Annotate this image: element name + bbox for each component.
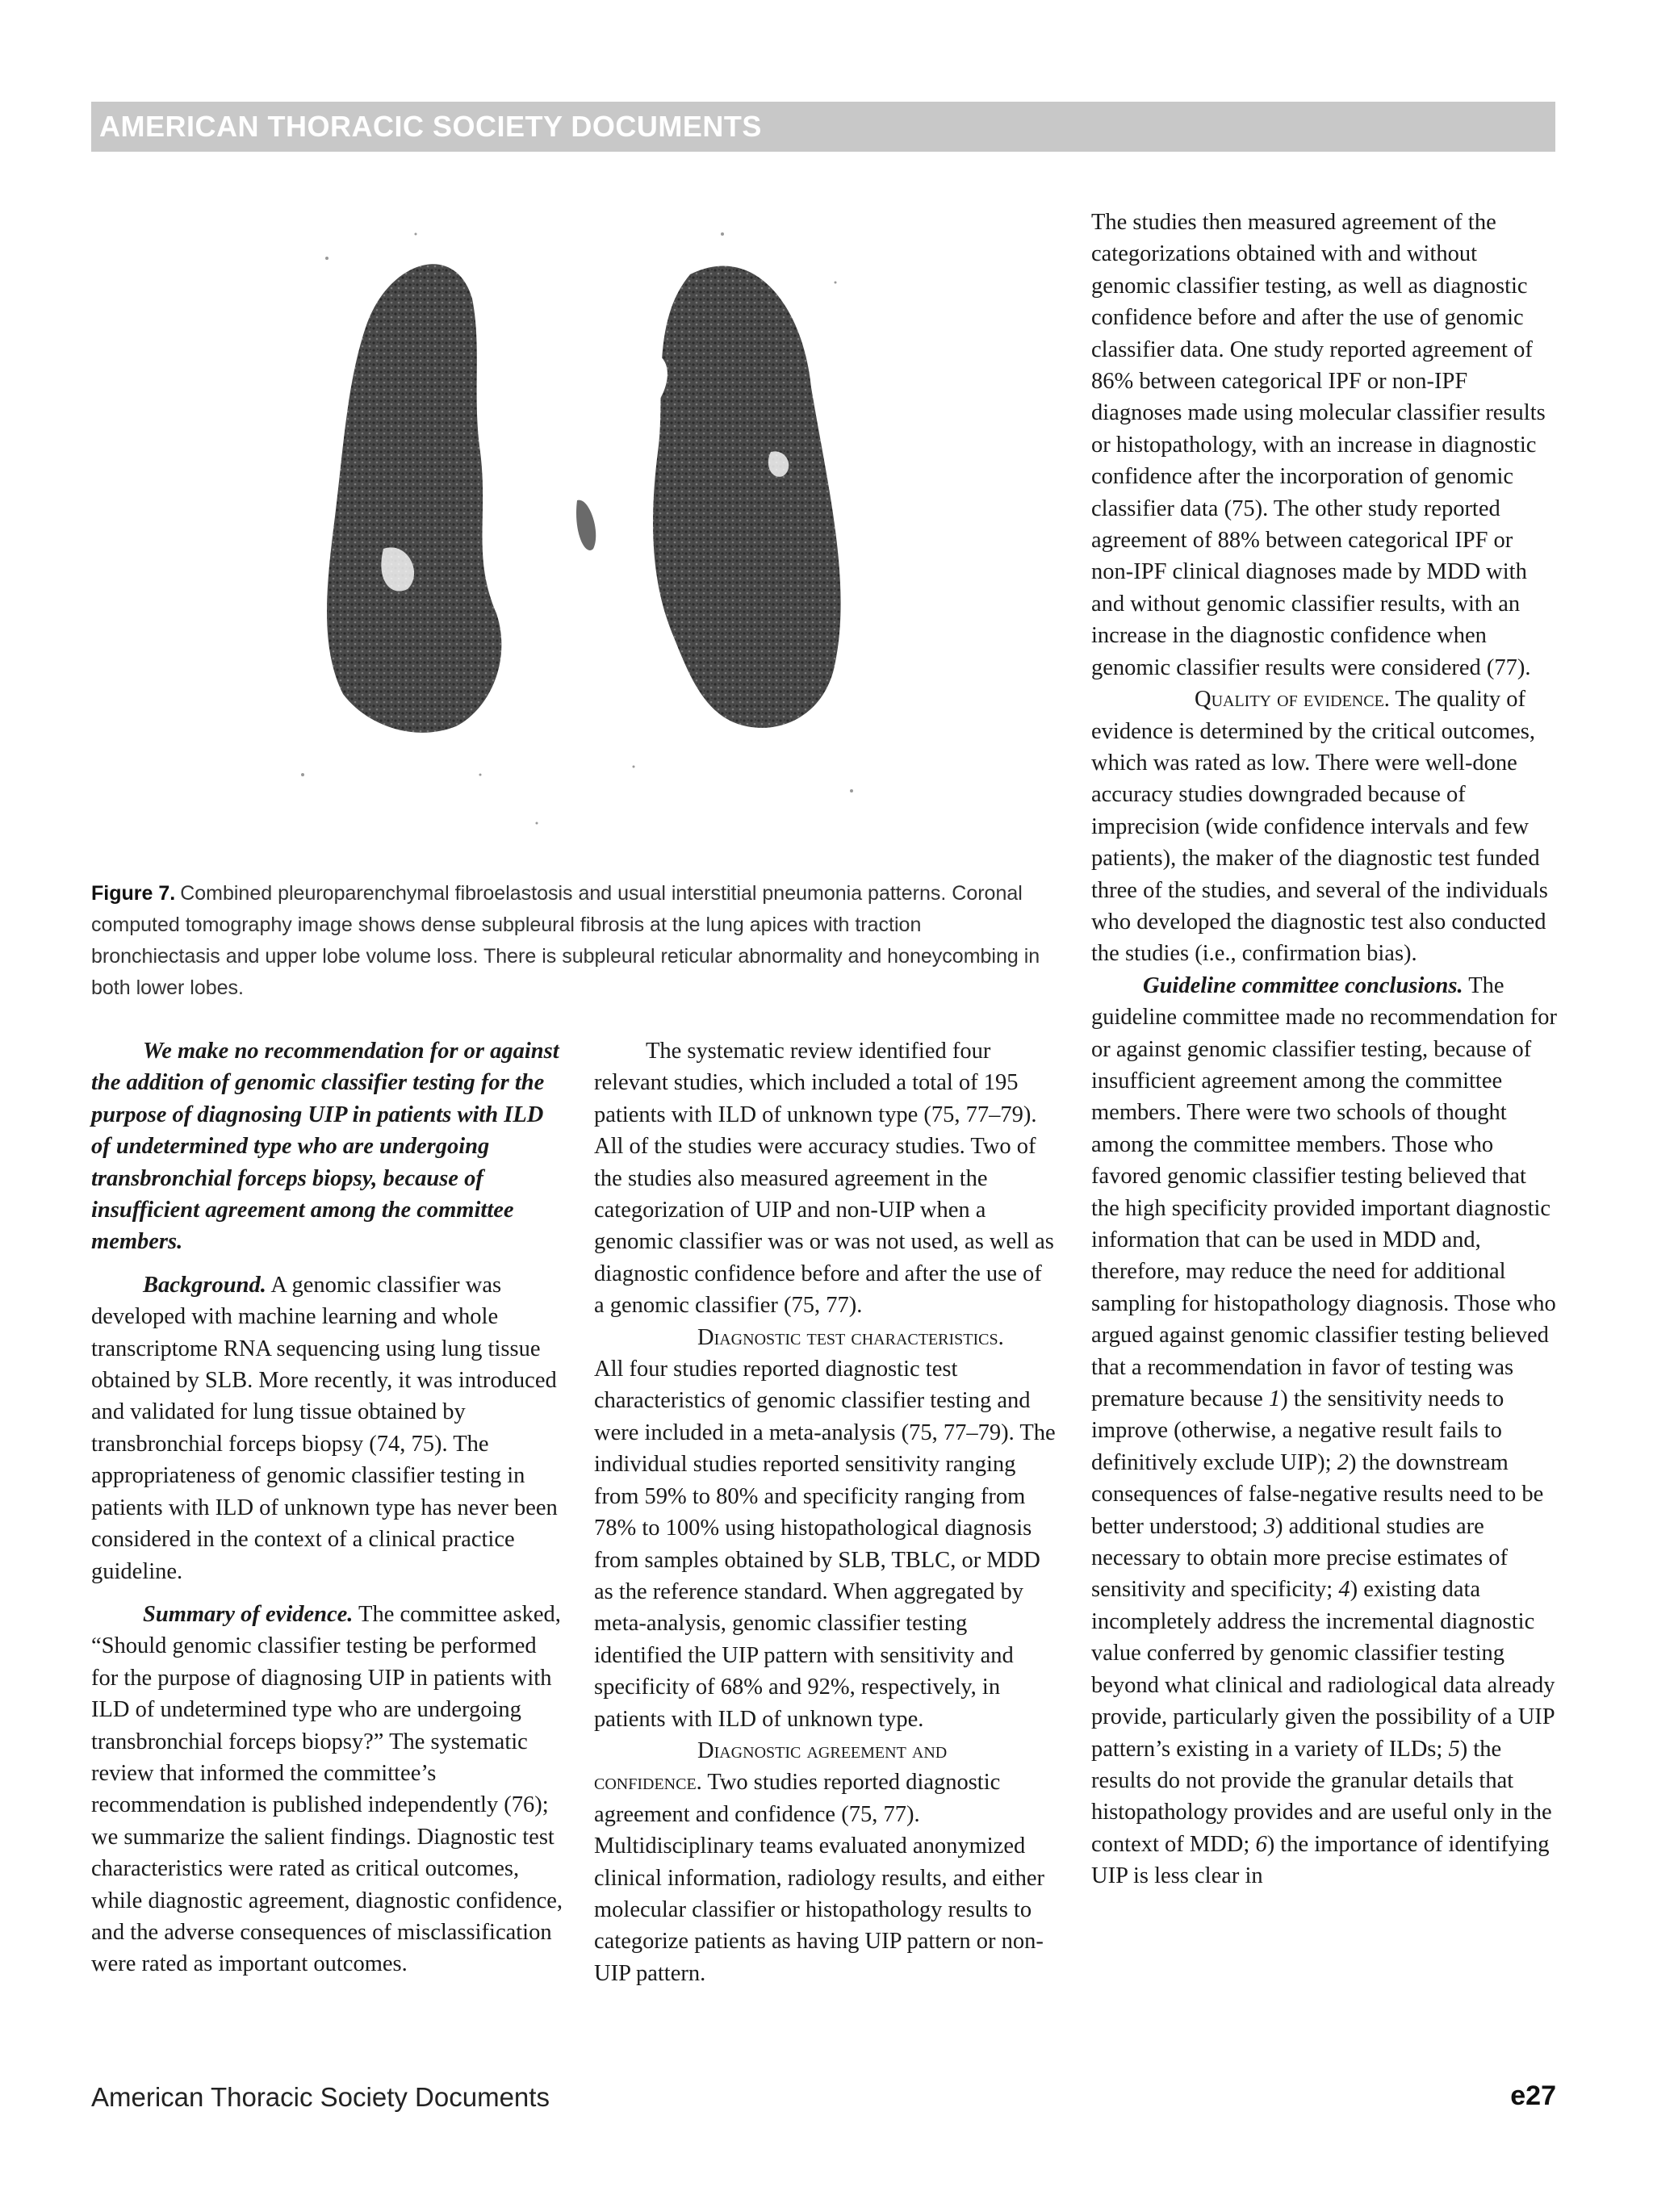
figure-caption <box>91 878 1044 1004</box>
quality-of-evidence-paragraph <box>1091 684 1558 970</box>
summary-paragraph <box>91 1599 567 1980</box>
conclusions-text-7: ) the importance of identifying UIP is less clear in <box>1091 1831 1550 1889</box>
studies-agreement-paragraph: The studies then measured agreement of the categorizations obtained with and without genomic classifier testing, as well as diagnostic confidence before and after the use of genomic classifier data. One study reported agreement of 86% between categorical IPF or non-IPF diagnoses made using molecular classifier results or histopathology, with an increase in diagnostic confidence after the incorporation of genomic classifier data (75). The other study reported agreement of 88% between categorical IPF or non-IPF clinical diagnoses made by MDD with and without genomic classifier results, with an increase in the diagnostic confidence when genomic classifier results were considered (77). <box>1091 210 1546 680</box>
conclusions-text-2: ) the sensitivity needs to improve (otherwise, a negative result fails to definitively exclude UIP); <box>1091 1386 1504 1475</box>
conclusions-text-6: ) the results do not provide the granular details that histopathology provides and are useful only in the context of MDD; <box>1091 1736 1552 1857</box>
background-paragraph <box>91 1269 567 1587</box>
conclusions-text-1: The guideline committee made no recommendation for or against genomic classifier testing, because of insufficient agreement among the committee members. There were two schools of thought among the committee members. Those who favored genomic classifier testing believed that the high specificity provided important diagnostic information that can be used in MDD and, therefore, may reduce the need for additional sampling for histopathology diagnosis. Those who argued against genomic classifier testing believed that a recommendation in favor of testing was premature because <box>1091 972 1557 1412</box>
list-number-4: 4 <box>1338 1577 1350 1603</box>
figure-label: Figure 7. <box>91 882 176 905</box>
recommendation-statement: We make no recommendation for or against the addition of genomic classifier testing for the purpose of diagnosing UIP in patients with ILD of undetermined type who are undergoing transbronchial forceps biopsy, because of insufficient agreement among the committee members. <box>91 1039 559 1255</box>
list-number-3: 3 <box>1263 1513 1275 1539</box>
section-header: AMERICAN THORACIC SOCIETY DOCUMENTS <box>91 102 1555 152</box>
summary-text: The committee asked, “Should genomic classifier testing be performed for the purpose of diagnosing UIP in patients with ILD of undetermined type who are undergoing transbronchial forceps biopsy?” The systematic review that informed the committee’s recommendation is published independently (76); we summarize the salient findings. Diagnostic test characteristics were rated as critical outcomes, while diagnostic agreement, diagnostic confidence, and the adverse consequences of misclassification were rated as important outcomes. <box>91 1601 563 1977</box>
column-3 <box>1091 207 1558 1892</box>
summary-heading: Summary of evidence. <box>143 1601 354 1627</box>
diagnostic-test-paragraph <box>594 1322 1057 1735</box>
quality-of-evidence-text: The quality of evidence is determined by the critical outcomes, which was rated as low. There were well-done accuracy studies downgraded because of imprecision (wide confidence intervals and few patients), the maker of the diagnostic test funded three of the studies, and several of the individuals who developed the diagnostic test also conducted the studies (i.e., confirmation bias). <box>1091 687 1548 967</box>
list-number-2: 2 <box>1337 1449 1349 1475</box>
diagnostic-agreement-text: Two studies reported diagnostic agreement and confidence (75, 77). Multidisciplinary teams evaluated anonymized clinical information, radiology results, and either molecular classifier or histopathology results to categorize patients as having UIP pattern or non-UIP pattern. <box>594 1770 1044 1986</box>
committee-conclusions-paragraph <box>1091 970 1558 1892</box>
column-2 <box>594 1035 1057 1989</box>
ct-scan-figure <box>270 210 882 872</box>
conclusions-text-3: ) the downstream consequences of false-negative results need to be better understood; <box>1091 1449 1544 1539</box>
list-number-1: 1 <box>1268 1386 1281 1412</box>
ct-lung-image <box>270 210 882 872</box>
systematic-review-paragraph: The systematic review identified four relevant studies, which included a total of 195 patients with ILD of unknown type (75, 77–79). All of the studies were accuracy studies. Two of the studies also measured agreement in the categorization of UIP and non-UIP when a genomic classifier was or was not used, as well as diagnostic confidence before and after the use of a genomic classifier (75, 77). <box>594 1039 1054 1319</box>
background-text: A genomic classifier was developed with machine learning and whole transcriptome RNA sequencing using lung tissue obtained by SLB. More recently, it was introduced and validated for lung tissue obtained by transbronchial forceps biopsy (74, 75). The appropriateness of genomic classifier testing in patients with ILD of unknown type has never been considered in the context of a clinical practice guideline. <box>91 1272 558 1584</box>
background-heading: Background. <box>143 1272 266 1298</box>
list-number-5: 5 <box>1448 1736 1460 1762</box>
diagnostic-agreement-paragraph <box>594 1735 1057 1989</box>
page-number: e27 <box>1510 2080 1556 2111</box>
column-1 <box>91 1035 567 1980</box>
footer-journal: American Thoracic Society Documents <box>91 2082 550 2112</box>
diagnostic-test-heading: Diagnostic test characteristics. <box>697 1324 1004 1350</box>
committee-conclusions-heading: Guideline committee conclusions. <box>1143 972 1463 998</box>
conclusions-text-5: ) existing data incompletely address the incremental diagnostic value conferred by genomic classifier testing beyond what clinical and radiological data already provide, particularly given the possibility of a UIP pattern’s existing in a variety of ILDs; <box>1091 1577 1555 1762</box>
diagnostic-test-text: All four studies reported diagnostic test characteristics of genomic classifier testing and were included in a meta-analysis (75, 77–79). The individual studies reported sensitivity ranging from 59% to 80% and specificity ranging from 78% to 100% using histopathological diagnosis from samples obtained by SLB, TBLC, or MDD as the reference standard. When aggregated by meta-analysis, genomic classifier testing identified the UIP pattern with sensitivity and specificity of 68% and 92%, respectively, in patients with ILD of unknown type. <box>594 1357 1056 1732</box>
quality-of-evidence-heading: Quality of evidence. <box>1195 687 1390 713</box>
figure-caption-text: Combined pleuroparenchymal fibroelastosis and usual interstitial pneumonia patterns. Coronal computed tomography image shows dense subpleural fibrosis at the lung apices with traction bronchiectasis and upper lobe volume loss. There is subpleural reticular abnormality and honeycombing in both lower lobes. <box>91 882 1040 999</box>
diagnostic-agreement-heading: Diagnostic agreement and confidence. <box>594 1737 948 1796</box>
list-number-6: 6 <box>1255 1831 1267 1857</box>
conclusions-text-4: ) additional studies are necessary to obtain more precise estimates of sensitivity and specificity; <box>1091 1513 1508 1603</box>
